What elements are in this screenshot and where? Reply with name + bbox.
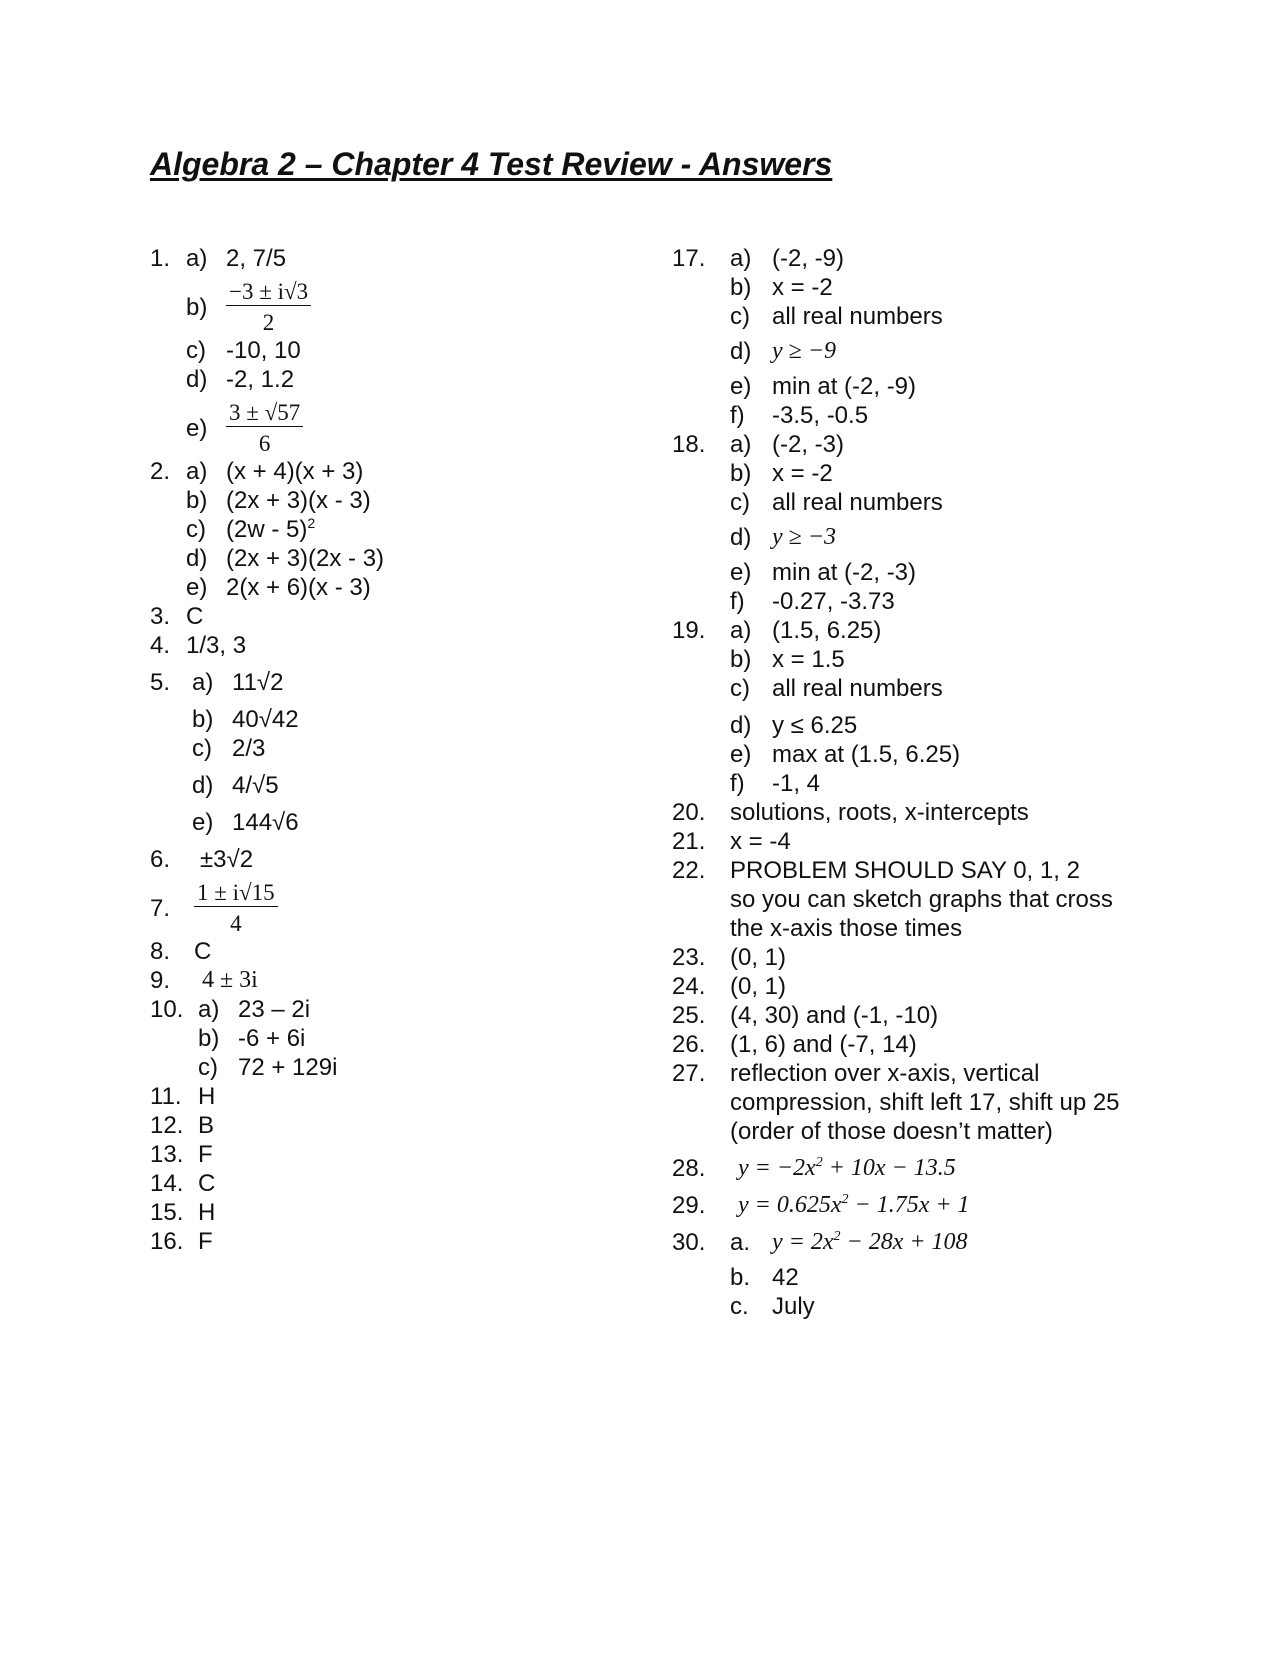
answer-line: reflection over x-axis, vertical <box>730 1060 1040 1087</box>
answer-19b <box>672 645 1152 674</box>
page-title: Algebra 2 – Chapter 4 Test Review - Answers <box>150 146 833 182</box>
answer-5c <box>150 734 630 763</box>
part-label: d) <box>730 712 752 739</box>
question-number: 10. <box>150 996 184 1023</box>
question-number: 9. <box>150 967 171 994</box>
part-label: b. <box>730 1264 751 1291</box>
fraction <box>226 279 311 336</box>
answer-value: (x + 4)(x + 3) <box>226 458 364 485</box>
answer-value: (0, 1) <box>730 944 787 971</box>
exponent: 2 <box>307 515 316 531</box>
answer-1b <box>150 279 630 336</box>
answer-value: 1/3, 3 <box>186 632 247 659</box>
question-number: 22. <box>672 857 706 884</box>
exponent: 2 <box>841 1192 849 1207</box>
question-number: 12. <box>150 1112 184 1139</box>
part-label: c) <box>186 516 206 543</box>
answer-27-cont <box>672 1117 1152 1146</box>
answer-value: 2, 7/5 <box>226 245 287 272</box>
answer-30a <box>672 1228 1152 1257</box>
answer-17d <box>672 337 1152 366</box>
part-label: a) <box>186 245 208 272</box>
part-label: c) <box>730 675 750 702</box>
part-label: e) <box>730 559 752 586</box>
fraction <box>226 400 303 457</box>
answer-24 <box>672 972 1152 1001</box>
answer-value: H <box>198 1083 216 1110</box>
fraction-numerator: 1 ± i√15 <box>194 880 278 907</box>
answer-value: C <box>198 1170 216 1197</box>
answer-value: 23 – 2i <box>238 996 311 1023</box>
answer-value: all real numbers <box>772 489 943 516</box>
answer-19d <box>672 711 1152 740</box>
answer-value: -1, 4 <box>772 770 821 797</box>
answer-5b <box>150 705 630 734</box>
answer-value: 11√2 <box>232 669 284 696</box>
equation <box>772 1228 968 1257</box>
answer-12 <box>150 1111 630 1140</box>
part-label: d) <box>192 772 214 799</box>
answer-value: (2x + 3)(x - 3) <box>226 487 371 514</box>
answer-value: y ≤ 6.25 <box>772 712 858 739</box>
part-label: c) <box>730 303 750 330</box>
part-label: e) <box>192 809 214 836</box>
answer-value: x = -4 <box>730 828 791 855</box>
answer-value: F <box>198 1228 213 1255</box>
answer-base: (2w - 5) <box>226 516 308 543</box>
answer-value: B <box>198 1112 215 1139</box>
answer-value: 144√6 <box>232 809 299 836</box>
part-label: e) <box>730 741 752 768</box>
answer-23 <box>672 943 1152 972</box>
answer-value: (1, 6) and (-7, 14) <box>730 1031 917 1058</box>
answer-17e <box>672 372 1152 401</box>
answer-value: (-2, -3) <box>772 431 844 458</box>
part-label: c) <box>192 735 212 762</box>
answer-3 <box>150 602 630 631</box>
answer-value: ±3√2 <box>200 846 254 873</box>
answer-21 <box>672 827 1152 856</box>
answer-value: -10, 10 <box>226 337 301 364</box>
equation <box>738 1154 956 1183</box>
answer-18b <box>672 459 1152 488</box>
question-number: 13. <box>150 1141 184 1168</box>
part-label: c) <box>730 489 750 516</box>
part-label: d) <box>730 338 752 365</box>
answer-9 <box>150 966 630 995</box>
answer-value: 4 ± 3i <box>202 967 258 993</box>
answer-value: 40√42 <box>232 706 299 733</box>
answer-value: July <box>772 1293 815 1320</box>
answer-line: (order of those doesn’t matter) <box>730 1118 1053 1145</box>
answer-value: x = -2 <box>772 274 833 301</box>
part-label: a) <box>186 458 208 485</box>
question-number: 16. <box>150 1228 184 1255</box>
left-column <box>150 244 630 1256</box>
equation-part: y = 2x <box>772 1229 834 1255</box>
question-number: 7. <box>150 895 171 922</box>
question-number: 2. <box>150 458 171 485</box>
part-label: d) <box>186 545 208 572</box>
answer-15 <box>150 1198 630 1227</box>
answer-6 <box>150 845 630 874</box>
answer-19e <box>672 740 1152 769</box>
answer-value: y ≥ −9 <box>772 338 837 364</box>
answer-26 <box>672 1030 1152 1059</box>
part-label: b) <box>186 294 208 321</box>
answer-value: -2, 1.2 <box>226 366 295 393</box>
equation-part: + 10x − 13.5 <box>822 1155 956 1181</box>
question-number: 1. <box>150 245 171 272</box>
answer-2b <box>150 486 630 515</box>
question-number: 6. <box>150 846 171 873</box>
answer-22-cont <box>672 885 1152 914</box>
question-number: 5. <box>150 669 171 696</box>
part-label: b) <box>198 1025 220 1052</box>
answer-8 <box>150 937 630 966</box>
answer-2d <box>150 544 630 573</box>
question-number: 17. <box>672 245 706 272</box>
answer-value: -0.27, -3.73 <box>772 588 895 615</box>
answer-27-cont <box>672 1088 1152 1117</box>
fraction-numerator: 3 ± √57 <box>226 400 303 427</box>
question-number: 30. <box>672 1229 706 1256</box>
answer-18c <box>672 488 1152 517</box>
answer-19f <box>672 769 1152 798</box>
part-label: f) <box>730 588 745 615</box>
answer-10b <box>150 1024 630 1053</box>
answer-18a <box>672 430 1152 459</box>
answer-line: so you can sketch graphs that cross <box>730 886 1113 913</box>
answer-value: min at (-2, -3) <box>772 559 917 586</box>
answer-value: (0, 1) <box>730 973 787 1000</box>
answer-4 <box>150 631 630 660</box>
answer-value: -6 + 6i <box>238 1025 306 1052</box>
answer-17f <box>672 401 1152 430</box>
answer-27 <box>672 1059 1152 1088</box>
answer-2a <box>150 457 630 486</box>
fraction-denominator: 4 <box>230 911 242 936</box>
part-label: f) <box>730 402 745 429</box>
part-label: d) <box>730 524 752 551</box>
answer-1a <box>150 244 630 273</box>
answer-value: 4/√5 <box>232 772 279 799</box>
equation-part: y = 0.625x <box>738 1192 842 1218</box>
answer-line: compression, shift left 17, shift up 25 <box>730 1089 1120 1116</box>
answer-value: all real numbers <box>772 303 943 330</box>
part-label: c) <box>198 1054 218 1081</box>
question-number: 23. <box>672 944 706 971</box>
answer-18e <box>672 558 1152 587</box>
question-number: 26. <box>672 1031 706 1058</box>
answer-value: F <box>198 1141 213 1168</box>
answer-value: C <box>194 938 212 965</box>
answer-20 <box>672 798 1152 827</box>
fraction-denominator: 6 <box>258 431 271 456</box>
answer-line: the x-axis those times <box>730 915 963 942</box>
part-label: a) <box>730 431 752 458</box>
question-number: 18. <box>672 431 706 458</box>
part-label: f) <box>730 770 745 797</box>
answer-17c <box>672 302 1152 331</box>
fraction-numerator: −3 ± i√3 <box>226 279 311 306</box>
answer-1d <box>150 365 630 394</box>
answer-value: y ≥ −3 <box>772 524 837 550</box>
question-number: 8. <box>150 938 171 965</box>
answer-value: 2/3 <box>232 735 266 762</box>
question-number: 28. <box>672 1155 706 1182</box>
answer-10a <box>150 995 630 1024</box>
answer-value: all real numbers <box>772 675 943 702</box>
answer-value: x = 1.5 <box>772 646 845 673</box>
fraction-denominator: 2 <box>262 310 275 335</box>
answer-19c <box>672 674 1152 703</box>
answer-1e <box>150 400 630 457</box>
answer-value: min at (-2, -9) <box>772 373 917 400</box>
exponent: 2 <box>815 1155 823 1170</box>
question-number: 3. <box>150 603 171 630</box>
answer-17b <box>672 273 1152 302</box>
answer-30c <box>672 1292 1152 1321</box>
answer-5d <box>150 771 630 800</box>
part-label: e) <box>730 373 752 400</box>
question-number: 14. <box>150 1170 184 1197</box>
part-label: a) <box>198 996 220 1023</box>
answer-29 <box>672 1191 1152 1220</box>
answer-22 <box>672 856 1152 885</box>
answer-18d <box>672 523 1152 552</box>
question-number: 21. <box>672 828 706 855</box>
equation-part: − 28x + 108 <box>840 1229 968 1255</box>
answer-value: (4, 30) and (-1, -10) <box>730 1002 939 1029</box>
question-number: 25. <box>672 1002 706 1029</box>
part-label: a. <box>730 1229 751 1256</box>
answer-value: C <box>186 603 204 630</box>
exponent: 2 <box>833 1229 841 1244</box>
answer-10c <box>150 1053 630 1082</box>
answer-value: max at (1.5, 6.25) <box>772 741 961 768</box>
answer-value: H <box>198 1199 216 1226</box>
answer-25 <box>672 1001 1152 1030</box>
part-label: b) <box>730 460 752 487</box>
answer-value: (-2, -9) <box>772 245 844 272</box>
part-label: e) <box>186 574 208 601</box>
answer-22-cont <box>672 914 1152 943</box>
question-number: 4. <box>150 632 171 659</box>
answer-5e <box>150 808 630 837</box>
answer-11 <box>150 1082 630 1111</box>
question-number: 15. <box>150 1199 184 1226</box>
answer-14 <box>150 1169 630 1198</box>
answer-19a <box>672 616 1152 645</box>
part-label: a) <box>192 669 214 696</box>
part-label: d) <box>186 366 208 393</box>
answer-line: PROBLEM SHOULD SAY 0, 1, 2 <box>730 857 1080 884</box>
equation-part: y = −2x <box>738 1155 816 1181</box>
answer-28 <box>672 1154 1152 1183</box>
fraction <box>194 880 278 937</box>
question-number: 19. <box>672 617 706 644</box>
question-number: 27. <box>672 1060 706 1087</box>
answer-5a <box>150 668 630 697</box>
answer-value: 72 + 129i <box>238 1054 338 1081</box>
question-number: 11. <box>150 1083 182 1110</box>
part-label: e) <box>186 415 208 442</box>
answer-2e <box>150 573 630 602</box>
answer-17a <box>672 244 1152 273</box>
equation <box>738 1191 970 1220</box>
answer-value: 2(x + 6)(x - 3) <box>226 574 371 601</box>
answer-value: 42 <box>772 1264 799 1291</box>
part-label: a) <box>730 617 752 644</box>
question-number: 29. <box>672 1192 706 1219</box>
right-column <box>672 244 1152 1321</box>
answer-7 <box>150 880 630 937</box>
answer-value: solutions, roots, x-intercepts <box>730 799 1029 826</box>
question-number: 24. <box>672 973 706 1000</box>
equation-part: − 1.75x + 1 <box>848 1192 970 1218</box>
answer-value: -3.5, -0.5 <box>772 402 869 429</box>
answer-1c <box>150 336 630 365</box>
answer-16 <box>150 1227 630 1256</box>
answer-value: (2x + 3)(2x - 3) <box>226 545 385 572</box>
answer-2c <box>150 515 630 544</box>
answer-value: (1.5, 6.25) <box>772 617 882 644</box>
part-label: b) <box>186 487 208 514</box>
part-label: a) <box>730 245 752 272</box>
answer-value: x = -2 <box>772 460 833 487</box>
answer-value <box>226 515 315 544</box>
part-label: c) <box>186 337 206 364</box>
part-label: b) <box>192 706 214 733</box>
part-label: b) <box>730 646 752 673</box>
part-label: b) <box>730 274 752 301</box>
answer-18f <box>672 587 1152 616</box>
answer-13 <box>150 1140 630 1169</box>
answer-30b <box>672 1263 1152 1292</box>
part-label: c. <box>730 1293 749 1320</box>
question-number: 20. <box>672 799 706 826</box>
